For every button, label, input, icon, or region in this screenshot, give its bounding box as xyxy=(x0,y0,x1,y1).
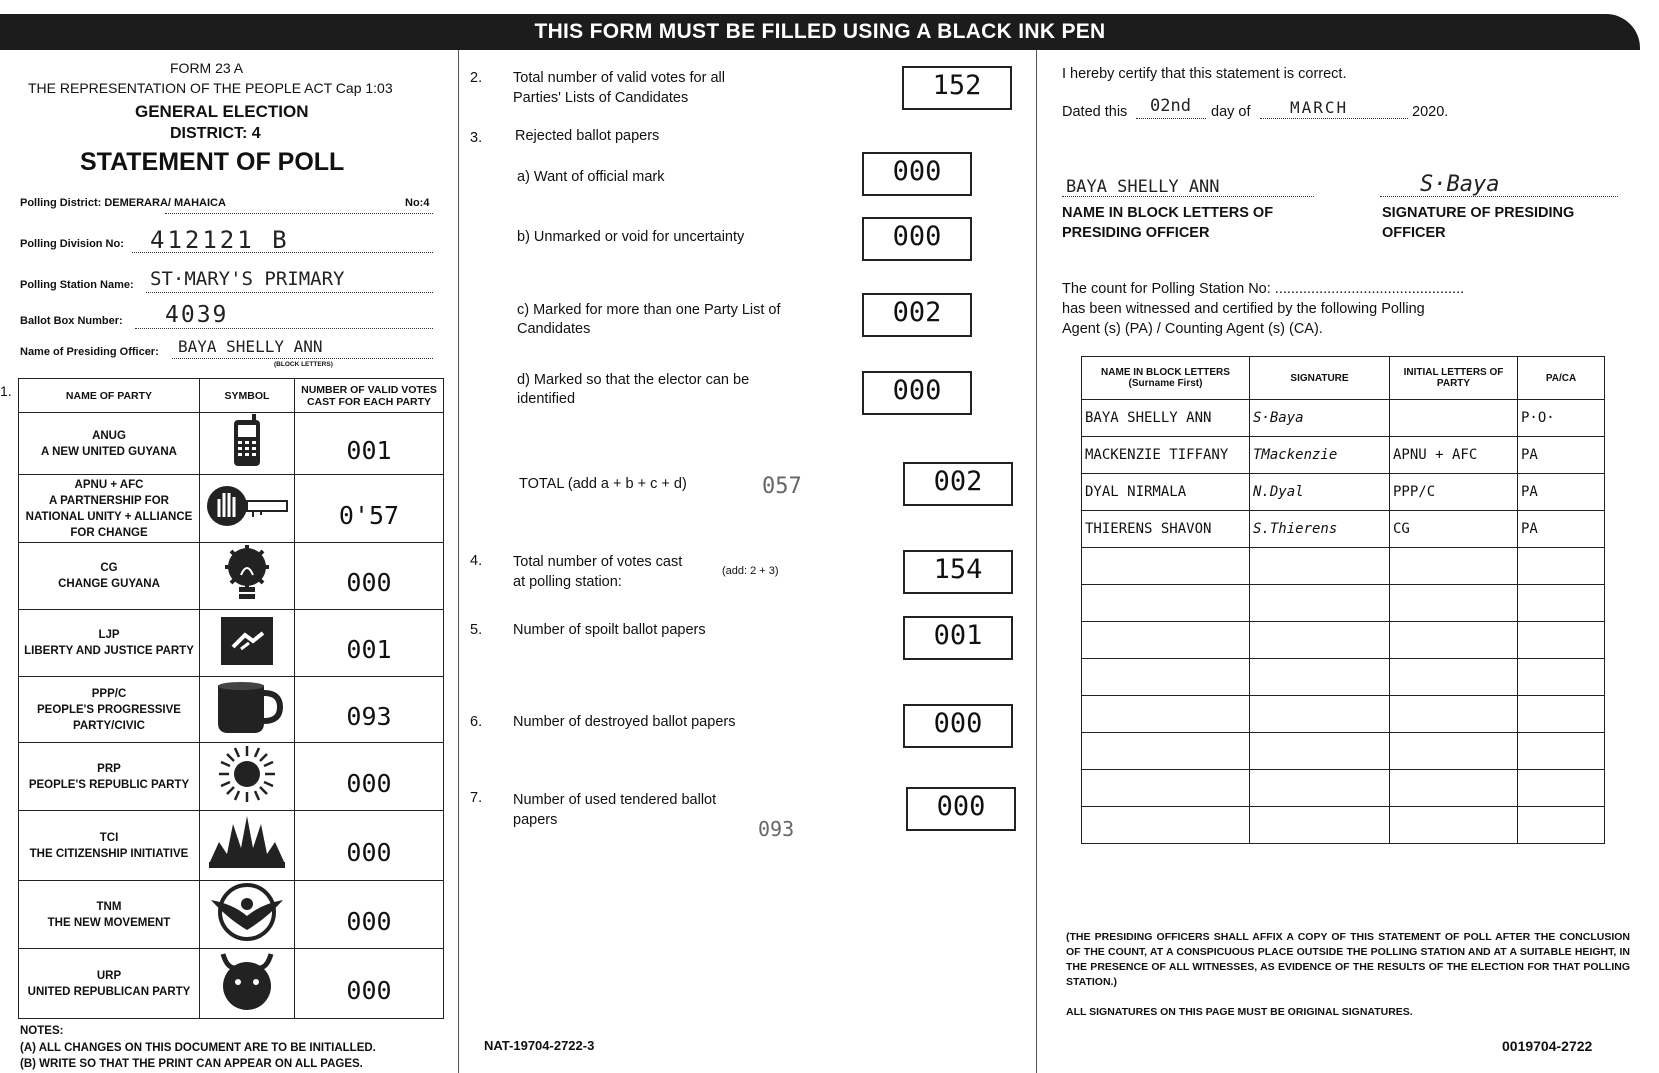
agent-party[interactable] xyxy=(1390,659,1518,696)
agent-signature[interactable] xyxy=(1250,585,1390,622)
agent-role[interactable] xyxy=(1518,696,1605,733)
agent-role[interactable]: PA xyxy=(1518,511,1605,548)
count-text-line-2: has been witnessed and certified by the following Polling xyxy=(1062,301,1425,317)
agent-party[interactable] xyxy=(1390,622,1518,659)
item-2-number: 2. xyxy=(470,70,483,86)
agent-row xyxy=(1082,770,1605,807)
total-label: TOTAL (add a + b + c + d) xyxy=(519,476,687,492)
item-2-label: Total number of valid votes for all Parties' Lists of Candidates xyxy=(513,70,725,106)
party-abbr: PPP/C xyxy=(91,687,127,700)
agent-role[interactable] xyxy=(1518,659,1605,696)
item-2-value[interactable]: 152 xyxy=(902,66,1012,110)
polling-district-no: No:4 xyxy=(405,197,430,209)
dated-day-value[interactable]: 02nd xyxy=(1150,96,1191,116)
agent-role[interactable]: PA xyxy=(1518,437,1605,474)
party-votes[interactable]: 000 xyxy=(295,543,444,610)
agent-party[interactable] xyxy=(1390,807,1518,844)
item-7-value[interactable]: 000 xyxy=(906,787,1016,831)
item-4-number: 4. xyxy=(470,553,483,569)
header-valid-votes: NUMBER OF VALID VOTES CAST FOR EACH PARTY xyxy=(295,379,444,413)
agent-row xyxy=(1082,659,1605,696)
page-title: STATEMENT OF POLL xyxy=(80,148,345,176)
party-abbr: APNU + AFC xyxy=(74,478,144,491)
party-abbr: ANUG xyxy=(92,429,126,442)
party-row xyxy=(19,677,444,743)
party-abbr: CG xyxy=(100,562,118,574)
agent-role[interactable]: P·O· xyxy=(1518,400,1605,437)
item-3-number: 3. xyxy=(470,130,483,146)
party-table xyxy=(18,378,444,1019)
agent-party[interactable] xyxy=(1390,696,1518,733)
dated-this-label: Dated this xyxy=(1062,104,1128,120)
party-name: LIBERTY AND JUSTICE PARTY xyxy=(24,645,194,657)
handshake-icon xyxy=(219,654,275,671)
agent-party[interactable]: PPP/C xyxy=(1390,474,1518,511)
agent-signature[interactable]: S·Baya xyxy=(1250,400,1390,437)
item-3d-value[interactable]: 000 xyxy=(862,371,972,415)
agent-row xyxy=(1082,511,1605,548)
notes-title: NOTES: xyxy=(20,1025,64,1037)
party-abbr: PRP xyxy=(97,762,121,775)
agent-name[interactable]: BAYA SHELLY ANN xyxy=(1082,400,1250,437)
party-row xyxy=(19,949,444,1019)
mobile-phone-icon xyxy=(230,455,264,472)
eagle-icon xyxy=(205,929,289,946)
officer-name-label: NAME IN BLOCK LETTERS OF PRESIDING OFFICER xyxy=(1062,205,1274,241)
agents-header-role: PA/CA xyxy=(1518,357,1605,400)
agent-party[interactable] xyxy=(1390,733,1518,770)
agent-row xyxy=(1082,622,1605,659)
agents-header-name: NAME IN BLOCK LETTERS (Surname First) xyxy=(1082,357,1250,400)
agent-name[interactable]: THIERENS SHAVON xyxy=(1082,511,1250,548)
agent-row xyxy=(1082,548,1605,585)
agents-table xyxy=(1081,356,1605,844)
act-title: THE REPRESENTATION OF THE PEOPLE ACT Cap 1:03 xyxy=(28,80,393,96)
item-3d-label: d) Marked so that the elector can be identified xyxy=(517,372,750,407)
item-5-value[interactable]: 001 xyxy=(903,616,1013,660)
polling-station-value[interactable]: ST·MARY'S PRIMARY xyxy=(150,268,345,290)
lightbulb-gear-icon xyxy=(222,590,272,607)
agent-signature[interactable] xyxy=(1250,807,1390,844)
agent-party[interactable]: APNU + AFC xyxy=(1390,437,1518,474)
presiding-officer-value[interactable]: BAYA SHELLY ANN xyxy=(178,337,323,356)
party-abbr: TNM xyxy=(96,900,122,913)
agent-party[interactable]: CG xyxy=(1390,511,1518,548)
note-a: (A) ALL CHANGES ON THIS DOCUMENT ARE TO BE INITIALLED. xyxy=(20,1042,376,1054)
section-1-number: 1. xyxy=(0,383,12,399)
party-abbr: TCI xyxy=(99,831,119,844)
party-row xyxy=(19,413,444,475)
agent-party[interactable] xyxy=(1390,548,1518,585)
agent-name[interactable] xyxy=(1082,659,1250,696)
dated-month-underline xyxy=(1260,118,1408,119)
officer-name-underline xyxy=(1062,196,1314,197)
polling-station-label: Polling Station Name: xyxy=(20,279,134,291)
ballot-box-value[interactable]: 4039 xyxy=(165,302,229,328)
agent-role[interactable] xyxy=(1518,807,1605,844)
agent-signature[interactable] xyxy=(1250,770,1390,807)
agent-row xyxy=(1082,733,1605,770)
certify-text: I hereby certify that this statement is correct. xyxy=(1062,66,1347,82)
party-abbr: LJP xyxy=(98,629,120,641)
agent-name[interactable]: DYAL NIRMALA xyxy=(1082,474,1250,511)
party-name: PEOPLE'S REPUBLIC PARTY xyxy=(28,778,190,791)
item-3a-label: a) Want of official mark xyxy=(517,169,665,185)
agent-signature[interactable]: N.Dyal xyxy=(1250,474,1390,511)
form-number: FORM 23 A xyxy=(170,60,244,76)
agent-signature[interactable] xyxy=(1250,659,1390,696)
agent-name[interactable] xyxy=(1082,770,1250,807)
agent-name[interactable] xyxy=(1082,807,1250,844)
presiding-officer-label: Name of Presiding Officer: xyxy=(20,346,159,358)
agent-name[interactable] xyxy=(1082,585,1250,622)
agent-party[interactable] xyxy=(1390,400,1518,437)
party-row xyxy=(19,543,444,610)
item-7-label: Number of used tendered ballot papers xyxy=(513,792,717,828)
agents-header-signature: SIGNATURE xyxy=(1250,357,1390,400)
party-abbr: URP xyxy=(96,969,122,982)
district-title: DISTRICT: 4 xyxy=(170,125,261,142)
item-5-label: Number of spoilt ballot papers xyxy=(513,622,706,638)
agent-role[interactable] xyxy=(1518,622,1605,659)
agents-header-party: INITIAL LETTERS OF PARTY xyxy=(1390,357,1518,400)
affix-note: (THE PRESIDING OFFICERS SHALL AFFIX A COPY OF THIS STATEMENT OF POLL AFTER THE CONCLUSION OF THE COUNT, AT A CONSPICUOUS PLACE OUTSIDE THE POLLING STATION AND AT A SUITABLE HEIGHT, IN THE PRESENCE OF ALL WITNESSES, AS EVIDENCE OF THE RESULTS OF THE ELECTION FOR THAT POLLING STATION.) xyxy=(1066,931,1630,988)
party-votes[interactable]: 093 xyxy=(295,677,444,743)
sun-icon xyxy=(217,791,277,808)
item-5-number: 5. xyxy=(470,622,483,638)
agent-role[interactable] xyxy=(1518,770,1605,807)
header-party-name: NAME OF PARTY xyxy=(19,379,200,413)
item-6-label: Number of destroyed ballot papers xyxy=(513,714,736,730)
party-row xyxy=(19,811,444,881)
party-votes[interactable]: 000 xyxy=(295,811,444,881)
block-letters-note: (BLOCK LETTERS) xyxy=(274,361,333,368)
officer-signature-label: SIGNATURE OF PRESIDING OFFICER xyxy=(1382,205,1575,241)
item-3-label: Rejected ballot papers xyxy=(515,128,660,144)
ballot-box-label: Ballot Box Number: xyxy=(20,315,123,327)
officer-signature-value[interactable]: S·Baya xyxy=(1420,172,1500,197)
agent-role[interactable] xyxy=(1518,733,1605,770)
agent-party[interactable] xyxy=(1390,770,1518,807)
agent-name[interactable] xyxy=(1082,622,1250,659)
polling-station-underline xyxy=(146,292,433,293)
item-3c-value[interactable]: 002 xyxy=(862,293,972,337)
party-row xyxy=(19,610,444,677)
count-text-line-3: Agent (s) (PA) / Counting Agent (s) (CA). xyxy=(1062,321,1323,337)
leaf-icon xyxy=(205,859,289,876)
party-name: THE CITIZENSHIP INITIATIVE xyxy=(29,847,189,860)
party-name: THE NEW MOVEMENT xyxy=(47,916,171,929)
agent-row xyxy=(1082,585,1605,622)
agent-signature[interactable]: S.Thierens xyxy=(1250,511,1390,548)
item-3a-value[interactable]: 000 xyxy=(862,152,972,196)
cup-icon xyxy=(210,722,284,739)
officer-signature-underline xyxy=(1380,196,1618,197)
column-divider-right xyxy=(1036,50,1037,1073)
count-text-line-1: The count for Polling Station No: ............................................... xyxy=(1062,281,1465,297)
item-6-value[interactable]: 000 xyxy=(903,704,1013,748)
agent-signature[interactable] xyxy=(1250,733,1390,770)
polling-division-label: Polling Division No: xyxy=(20,238,124,250)
agent-signature[interactable] xyxy=(1250,548,1390,585)
party-name: CHANGE GUYANA xyxy=(58,578,160,590)
agent-role[interactable] xyxy=(1518,585,1605,622)
column-divider-left xyxy=(458,50,459,1073)
item-7-margin-note: 093 xyxy=(758,817,795,841)
party-name: A NEW UNITED GUYANA xyxy=(41,445,177,458)
officer-name-value[interactable]: BAYA SHELLY ANN xyxy=(1066,177,1220,197)
party-row xyxy=(19,881,444,949)
presiding-officer-underline xyxy=(172,358,433,359)
agent-name[interactable]: MACKENZIE TIFFANY xyxy=(1082,437,1250,474)
item-6-number: 6. xyxy=(470,714,483,730)
agent-name[interactable] xyxy=(1082,733,1250,770)
signatures-note: ALL SIGNATURES ON THIS PAGE MUST BE ORIGINAL SIGNATURES. xyxy=(1066,1006,1413,1018)
day-of-label: day of xyxy=(1211,104,1251,120)
item-3c-label: c) Marked for more than one Party List of Candidates xyxy=(517,302,781,337)
agent-row xyxy=(1082,400,1605,437)
agent-signature[interactable]: TMackenzie xyxy=(1250,437,1390,474)
party-votes[interactable]: 001 xyxy=(295,610,444,677)
item-7-number: 7. xyxy=(470,790,483,806)
agent-row xyxy=(1082,474,1605,511)
agent-role[interactable]: PA xyxy=(1518,474,1605,511)
item-4-add-note: (add: 2 + 3) xyxy=(722,565,779,577)
form-serial-right: 0019704-2722 xyxy=(1502,1038,1593,1054)
dated-year: 2020. xyxy=(1412,104,1449,120)
total-margin-note: 057 xyxy=(762,474,802,499)
agent-role[interactable] xyxy=(1518,548,1605,585)
polling-district-underline xyxy=(165,213,433,214)
party-row xyxy=(19,475,444,543)
party-votes[interactable]: 001 xyxy=(295,413,444,475)
agent-row xyxy=(1082,696,1605,733)
polling-district-label: Polling District: DEMERARA/ MAHAICA xyxy=(20,197,226,209)
party-name: UNITED REPUBLICAN PARTY xyxy=(27,985,191,998)
party-votes[interactable]: 000 xyxy=(295,743,444,811)
dated-day-underline xyxy=(1136,118,1206,119)
bull-head-icon xyxy=(217,999,277,1016)
polling-division-value[interactable]: 412121 B xyxy=(150,226,290,254)
ballot-box-underline xyxy=(135,328,433,329)
item-3b-value[interactable]: 000 xyxy=(862,217,972,261)
election-title: GENERAL ELECTION xyxy=(135,102,309,121)
agent-name[interactable] xyxy=(1082,548,1250,585)
party-votes[interactable]: 0'57 xyxy=(295,475,444,543)
dated-month-value[interactable]: MARCH xyxy=(1290,98,1349,117)
polling-division-underline xyxy=(132,252,433,253)
banner: THIS FORM MUST BE FILLED USING A BLACK INK PEN xyxy=(0,14,1640,50)
item-3b-label: b) Unmarked or void for uncertainty xyxy=(517,229,745,245)
agent-row xyxy=(1082,807,1605,844)
agent-party[interactable] xyxy=(1390,585,1518,622)
header-symbol: SYMBOL xyxy=(200,379,295,413)
item-4-label: Total number of votes cast at polling station: xyxy=(513,554,683,590)
total-value[interactable]: 002 xyxy=(903,462,1013,506)
agent-row xyxy=(1082,437,1605,474)
form-serial-middle: NAT-19704-2722-3 xyxy=(484,1038,595,1053)
agent-signature[interactable] xyxy=(1250,696,1390,733)
agent-signature[interactable] xyxy=(1250,622,1390,659)
party-votes[interactable]: 000 xyxy=(295,949,444,1019)
note-b: (B) WRITE SO THAT THE PRINT CAN APPEAR ON ALL PAGES. xyxy=(20,1058,363,1070)
party-row xyxy=(19,743,444,811)
party-name: A PARTNERSHIP FOR NATIONAL UNITY + ALLIANCE FOR CHANGE xyxy=(25,494,193,539)
party-name: PEOPLE'S PROGRESSIVE PARTY/CIVIC xyxy=(37,703,181,732)
party-votes[interactable]: 000 xyxy=(295,881,444,949)
agent-name[interactable] xyxy=(1082,696,1250,733)
item-4-value[interactable]: 154 xyxy=(903,550,1013,594)
hand-key-icon xyxy=(205,518,289,535)
